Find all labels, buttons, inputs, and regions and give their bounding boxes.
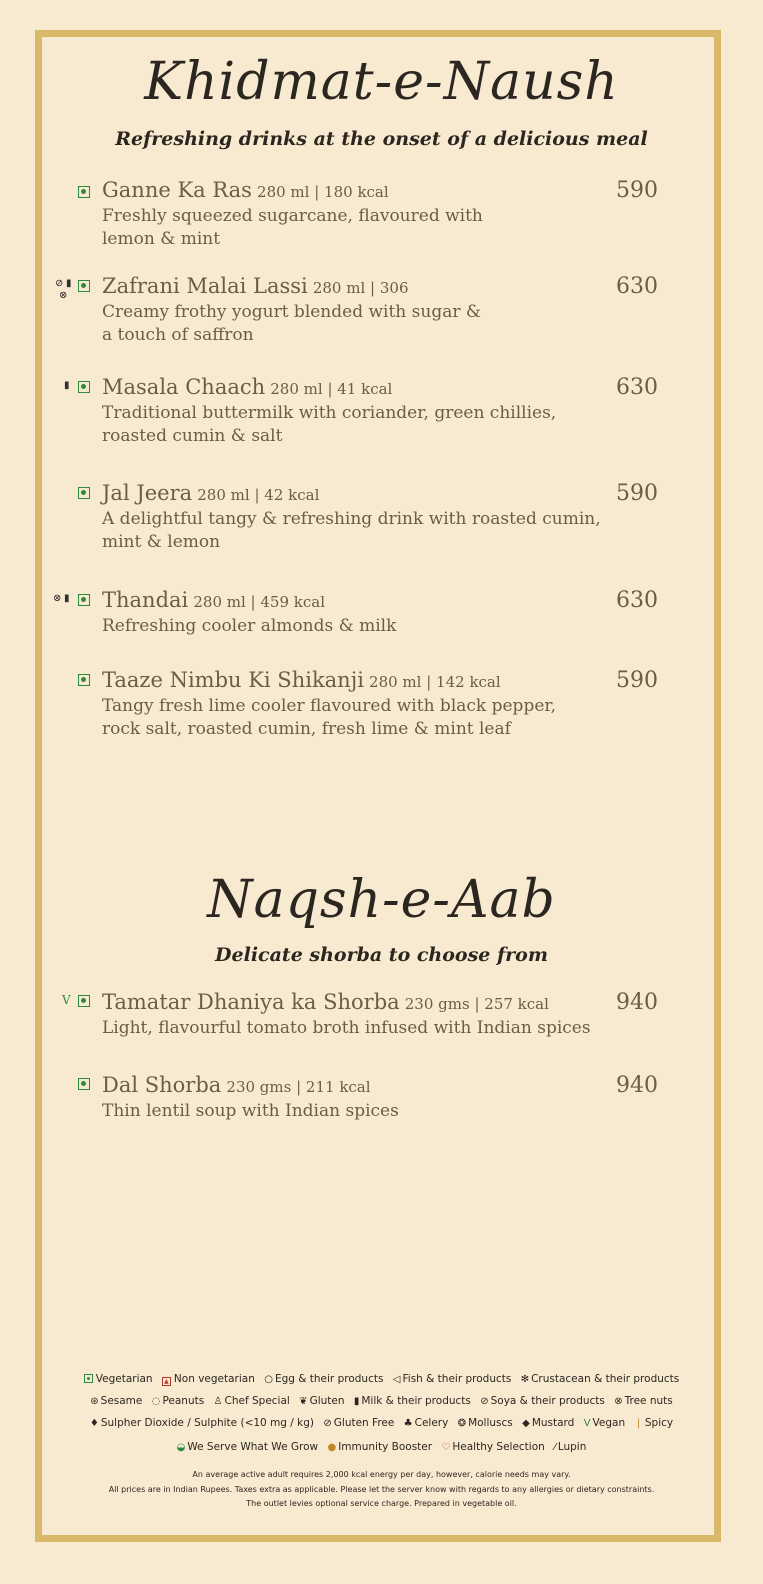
vegetarian-icon — [78, 280, 90, 292]
footnote: The outlet levies optional service charge. Prepared in vegetable oil. — [246, 1499, 517, 1508]
vegan-icon: V — [583, 1418, 591, 1429]
peanuts-icon: ◌ — [151, 1396, 161, 1407]
section-subtitle: Refreshing drinks at the onset of a delicious meal — [115, 128, 648, 150]
vegetarian-icon — [84, 1374, 93, 1383]
item-name-line — [102, 668, 501, 692]
vegetarian-icon — [78, 594, 90, 606]
mustard-icon: ◆ — [522, 1418, 530, 1429]
item-meta: 230 gms | 257 kcal — [404, 995, 549, 1013]
item-price: 940 — [616, 1073, 658, 1098]
vegetarian-icon — [78, 186, 90, 198]
sesame-icon: ⊛ — [90, 1396, 99, 1407]
legend-item: ▲ Non vegetarian — [162, 1373, 255, 1386]
legend-item: ♡ Healthy Selection — [441, 1441, 545, 1453]
non-vegetarian-icon: ▲ — [162, 1377, 171, 1386]
legend-item: ❦ Gluten — [299, 1395, 345, 1407]
legend-row — [0, 1373, 763, 1386]
item-name-line — [102, 178, 389, 202]
item-price: 630 — [616, 274, 658, 299]
soya-icon: ⊘ — [480, 1396, 489, 1407]
item-description: A delightful tangy & refreshing drink with roasted cumin, mint & lemon — [102, 509, 601, 552]
legend-item: ● Immunity Booster — [327, 1441, 433, 1453]
item-meta: 280 ml | 180 kcal — [257, 183, 389, 201]
legend-item: ○ Egg & their products — [264, 1373, 384, 1385]
celery-icon: ♣ — [403, 1418, 413, 1429]
item-meta: 280 ml | 459 kcal — [193, 593, 325, 611]
gluten-icon: ❦ — [299, 1396, 308, 1407]
item-meta: 280 ml | 42 kcal — [197, 486, 320, 504]
legend-item: ⁄ Lupin — [554, 1441, 587, 1453]
we-grow-icon: ◒ — [176, 1442, 186, 1453]
item-price: 630 — [616, 588, 658, 613]
legend-item: ⊛ Sesame — [90, 1395, 143, 1407]
item-name-line — [102, 274, 408, 298]
item-name-line — [102, 990, 549, 1014]
item-name-line — [102, 375, 392, 399]
legend-item: ⊗ Tree nuts — [614, 1395, 673, 1407]
legend-item: ◆ Mustard — [522, 1417, 575, 1429]
legend-item: ♙ Chef Special — [213, 1395, 290, 1407]
milk-icon: ▮ — [64, 593, 70, 604]
legend-item: ▮ Milk & their products — [353, 1395, 471, 1407]
legend-item: ⊘ Soya & their products — [480, 1395, 605, 1407]
milk-icon: ▮ — [66, 278, 72, 289]
item-name: Thandai — [102, 588, 189, 612]
molluscs-icon: ❂ — [457, 1418, 467, 1429]
section-title: Naqsh-e-Aab — [207, 870, 556, 930]
egg-icon: ○ — [264, 1374, 273, 1385]
gluten-free-icon: ⊘ — [323, 1418, 332, 1429]
healthy-selection-icon: ♡ — [441, 1442, 451, 1453]
fish-icon: ◁ — [392, 1374, 401, 1385]
item-name-line — [102, 588, 325, 612]
legend-item: ◌ Peanuts — [151, 1395, 205, 1407]
tree-nuts-icon: ⊗ — [53, 593, 62, 604]
item-description: Refreshing cooler almonds & milk — [102, 616, 397, 636]
gluten-free-icon: ⊘ — [55, 278, 64, 289]
item-description: Freshly squeezed sugarcane, flavoured with lemon & mint — [102, 206, 483, 249]
lupin-icon: ⁄ — [554, 1442, 556, 1453]
item-description: Tangy fresh lime cooler flavoured with black pepper, rock salt, roasted cumin, fresh lime & mint leaf — [102, 696, 557, 739]
legend-item: ◁ Fish & their products — [392, 1373, 512, 1385]
vegetarian-icon — [78, 674, 90, 686]
item-description: Creamy frothy yogurt blended with sugar & a touch of saffron — [102, 302, 482, 345]
tree-nuts-icon: ⊗ — [59, 290, 68, 301]
chef-special-icon: ♙ — [213, 1396, 223, 1407]
legend-row — [0, 1417, 763, 1429]
legend-item: Vegetarian — [84, 1373, 153, 1385]
section-title: Khidmat-e-Naush — [144, 52, 619, 112]
item-name: Taaze Nimbu Ki Shikanji — [102, 668, 364, 692]
item-name: Jal Jeera — [102, 481, 193, 505]
item-description: Traditional buttermilk with coriander, green chillies, roasted cumin & salt — [102, 403, 557, 446]
legend-item: ✻ Crustacean & their products — [520, 1373, 680, 1385]
item-price: 940 — [616, 990, 658, 1015]
vegetarian-icon — [78, 1078, 90, 1090]
item-meta: 280 ml | 142 kcal — [369, 673, 501, 691]
spicy-icon: ❘ — [634, 1418, 643, 1429]
item-meta: 280 ml | 306 — [312, 279, 409, 297]
item-price: 590 — [616, 178, 658, 203]
vegetarian-icon — [78, 381, 90, 393]
legend-item: ♦ Sulpher Dioxide / Sulphite (<10 mg / kg) — [89, 1417, 315, 1429]
item-description: Thin lentil soup with Indian spices — [102, 1101, 399, 1121]
item-price: 590 — [616, 481, 658, 506]
item-price: 630 — [616, 375, 658, 400]
legend-item: ♣ Celery — [403, 1417, 449, 1429]
footnote: An average active adult requires 2,000 kcal energy per day, however, calorie needs may vary. — [192, 1470, 571, 1479]
item-name: Masala Chaach — [102, 375, 266, 399]
tree-nuts-icon: ⊗ — [614, 1396, 623, 1407]
sulphite-icon: ♦ — [89, 1418, 99, 1429]
milk-icon: ▮ — [353, 1396, 360, 1407]
legend-item: ❂ Molluscs — [457, 1417, 513, 1429]
legend-item: ◒ We Serve What We Grow — [176, 1441, 319, 1453]
item-name-line — [102, 481, 319, 505]
item-meta: 280 ml | 41 kcal — [270, 380, 393, 398]
footnote: All prices are in Indian Rupees. Taxes extra as applicable. Please let the server know with regards to any allergies or dietary constraints. — [108, 1485, 655, 1494]
item-name: Ganne Ka Ras — [102, 178, 252, 202]
vegan-icon: V — [62, 993, 71, 1007]
legend-row — [0, 1441, 763, 1453]
legend-item: ⊘ Gluten Free — [323, 1417, 395, 1429]
item-description: Light, flavourful tomato broth infused with Indian spices — [102, 1018, 591, 1038]
section-subtitle: Delicate shorba to choose from — [215, 944, 548, 966]
immunity-booster-icon: ● — [327, 1442, 337, 1453]
item-meta: 230 gms | 211 kcal — [226, 1078, 371, 1096]
item-name-line — [102, 1073, 371, 1097]
legend-row — [0, 1395, 763, 1407]
item-name: Dal Shorba — [102, 1073, 222, 1097]
vegetarian-icon — [78, 487, 90, 499]
item-price: 590 — [616, 668, 658, 693]
item-name: Zafrani Malai Lassi — [102, 274, 308, 298]
legend-item: ❘ Spicy — [634, 1417, 674, 1429]
legend-item: V Vegan — [583, 1417, 626, 1429]
milk-icon: ▮ — [64, 380, 70, 391]
vegetarian-icon — [78, 995, 90, 1007]
menu-border-frame — [35, 30, 721, 1542]
item-name: Tamatar Dhaniya ka Shorba — [102, 990, 400, 1014]
crustacean-icon: ✻ — [520, 1374, 530, 1385]
